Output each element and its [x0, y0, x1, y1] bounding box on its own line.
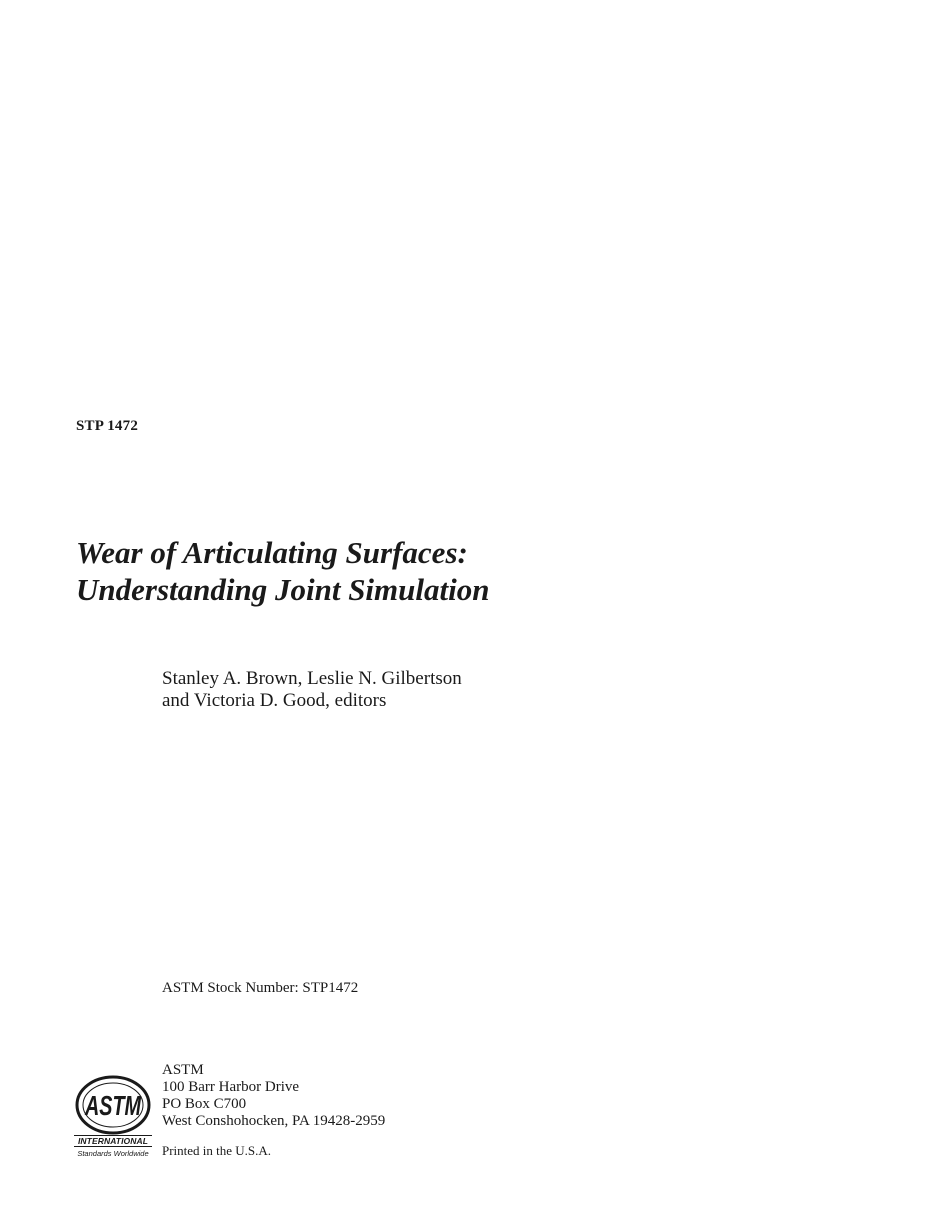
book-title	[76, 534, 489, 608]
publisher-address	[162, 1062, 385, 1130]
printed-notice: Printed in the U.S.A.	[162, 1143, 272, 1158]
publisher-po-box: PO Box C700	[162, 1096, 247, 1112]
editors-line-2: and Victoria D. Good, editors	[162, 690, 387, 711]
series-number: STP 1472	[76, 418, 139, 434]
editors	[162, 668, 462, 712]
publisher-street: 100 Barr Harbor Drive	[162, 1079, 300, 1095]
logo-tagline: Standards Worldwide	[77, 1149, 149, 1158]
logo-international: INTERNATIONAL	[74, 1135, 152, 1147]
publisher-city: West Conshohocken, PA 19428-2959	[162, 1113, 386, 1129]
editors-line-1: Stanley A. Brown, Leslie N. Gilbertson	[162, 668, 462, 689]
logo-wordmark: ASTM	[84, 1090, 142, 1121]
stock-number: ASTM Stock Number: STP1472	[162, 980, 359, 996]
astm-logo-icon	[74, 1074, 152, 1160]
book-title-line-1: Wear of Articulating Surfaces:	[76, 535, 468, 570]
book-title-line-2: Understanding Joint Simulation	[76, 572, 490, 607]
publisher-name: ASTM	[162, 1062, 204, 1078]
